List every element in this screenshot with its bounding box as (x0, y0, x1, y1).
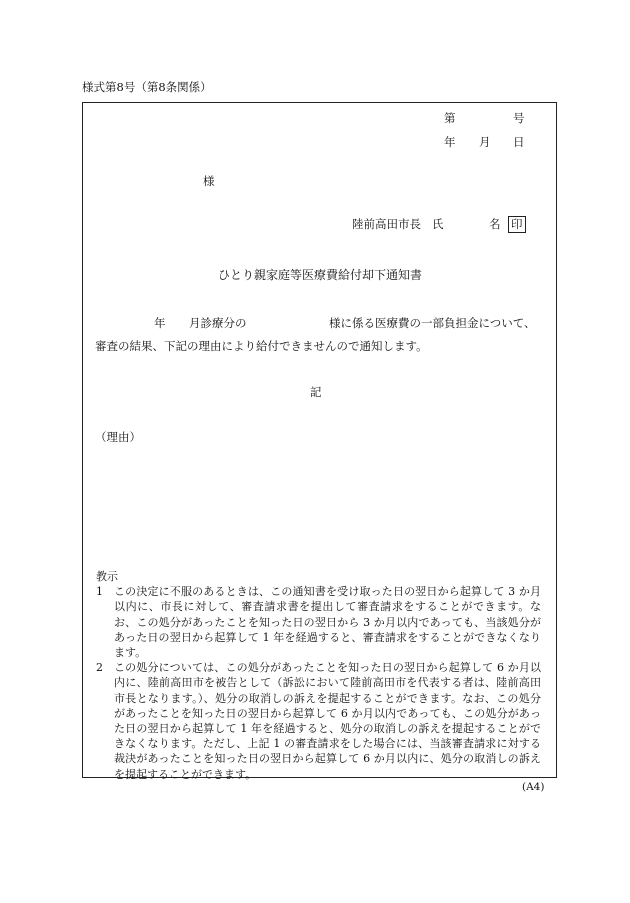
date-month: 月 (479, 135, 491, 149)
note-number: 1 (96, 585, 103, 599)
doc-number-dai: 第 (444, 111, 456, 125)
body-year: 年 (154, 316, 166, 330)
notes-heading: 教示 (96, 570, 118, 583)
reason-label: （理由） (95, 430, 141, 444)
form-number: 様式第8号（第8条関係） (82, 80, 212, 94)
body-sama-clause: 様に係る医療費の一部負担金について、 (329, 316, 536, 330)
paper-size-label: (A4) (522, 781, 545, 793)
date-year: 年 (444, 135, 456, 149)
sender-mei: 名 (489, 217, 501, 231)
note-text: この処分については、この処分があったことを知った日の翌日から起算して 6 か月以内に、陸前高田市を被告として（訴訟において陸前高田市を代表する者は、陸前高田市長となります。）、処分の取消しの訴えを提起することができます。なお、この処分があったことを知った日の翌日から起算して 6 か月以内であっても、この処分があった日の翌日から起算して 1 年を経過すると、処分の取消しの訴えを提起することができなくなります。ただし、上記 1 の審査請求をした場合には、当該審査請求に対する裁決があったことを知った日の翌日から起算して 6 か月以内に、処分の取消しの訴えを提起することができます。 (114, 661, 541, 781)
body-line-2: 審査の結果、下記の理由により給付できませんので通知します。 (95, 339, 428, 353)
ki-label: 記 (310, 385, 322, 399)
sender-title: 陸前高田市長 (352, 217, 421, 231)
note-item (96, 660, 541, 782)
seal-mark (508, 216, 526, 233)
note-number: 2 (96, 661, 103, 675)
body-month-treatment: 月診療分の (189, 316, 247, 330)
notes-section (96, 569, 541, 782)
note-text: この決定に不服のあるときは、この通知書を受け取った日の翌日から起算して 3 か月以内に、市長に対して、審査請求書を提出して審査請求をすることができます。なお、この処分があったことを知った日の翌日から 3 か月以内であっても、当該処分があった日の翌日から起算して 1 年を経過すると、審査請求をすることができなくなります。 (114, 585, 541, 660)
seal-label: 印 (508, 216, 526, 233)
sender-shi: 氏 (432, 217, 444, 231)
document-title: ひとり親家庭等医療費給付却下通知書 (218, 268, 423, 282)
doc-number-go: 号 (513, 111, 525, 125)
note-item (96, 584, 541, 660)
date-day: 日 (513, 135, 525, 149)
addressee-sama: 様 (203, 174, 215, 188)
